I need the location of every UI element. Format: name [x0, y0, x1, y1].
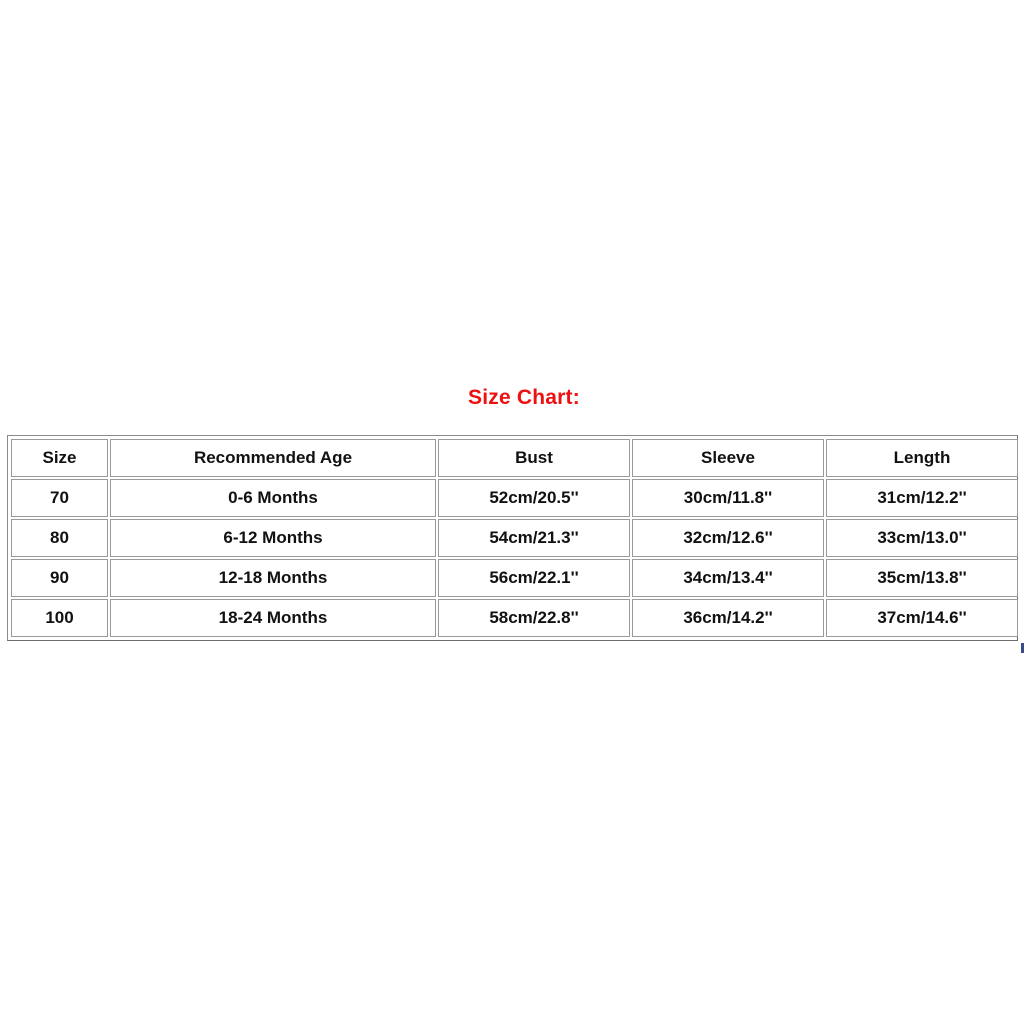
size-table — [9, 437, 1020, 639]
cell-sleeve: 34cm/13.4'' — [632, 559, 824, 597]
table-row — [11, 479, 1018, 517]
cell-recommended-age: 6-12 Months — [110, 519, 436, 557]
header-size: Size — [11, 439, 108, 477]
cell-size: 70 — [11, 479, 108, 517]
table-row — [11, 559, 1018, 597]
table-row — [11, 519, 1018, 557]
table-header-row — [11, 439, 1018, 477]
cell-sleeve: 30cm/11.8'' — [632, 479, 824, 517]
cell-sleeve: 32cm/12.6'' — [632, 519, 824, 557]
cell-bust: 54cm/21.3'' — [438, 519, 630, 557]
cell-length: 37cm/14.6'' — [826, 599, 1018, 637]
cell-bust: 58cm/22.8'' — [438, 599, 630, 637]
cell-bust: 52cm/20.5'' — [438, 479, 630, 517]
cell-sleeve: 36cm/14.2'' — [632, 599, 824, 637]
header-recommended-age: Recommended Age — [110, 439, 436, 477]
cell-length: 31cm/12.2'' — [826, 479, 1018, 517]
cell-bust: 56cm/22.1'' — [438, 559, 630, 597]
header-sleeve: Sleeve — [632, 439, 824, 477]
cell-length: 35cm/13.8'' — [826, 559, 1018, 597]
header-bust: Bust — [438, 439, 630, 477]
cell-size: 100 — [11, 599, 108, 637]
size-table-frame — [7, 435, 1018, 641]
cell-recommended-age: 0-6 Months — [110, 479, 436, 517]
cell-recommended-age: 12-18 Months — [110, 559, 436, 597]
table-row — [11, 599, 1018, 637]
cell-size: 80 — [11, 519, 108, 557]
header-length: Length — [826, 439, 1018, 477]
cell-length: 33cm/13.0'' — [826, 519, 1018, 557]
size-chart-title: Size Chart: — [468, 386, 580, 409]
cell-size: 90 — [11, 559, 108, 597]
cell-recommended-age: 18-24 Months — [110, 599, 436, 637]
